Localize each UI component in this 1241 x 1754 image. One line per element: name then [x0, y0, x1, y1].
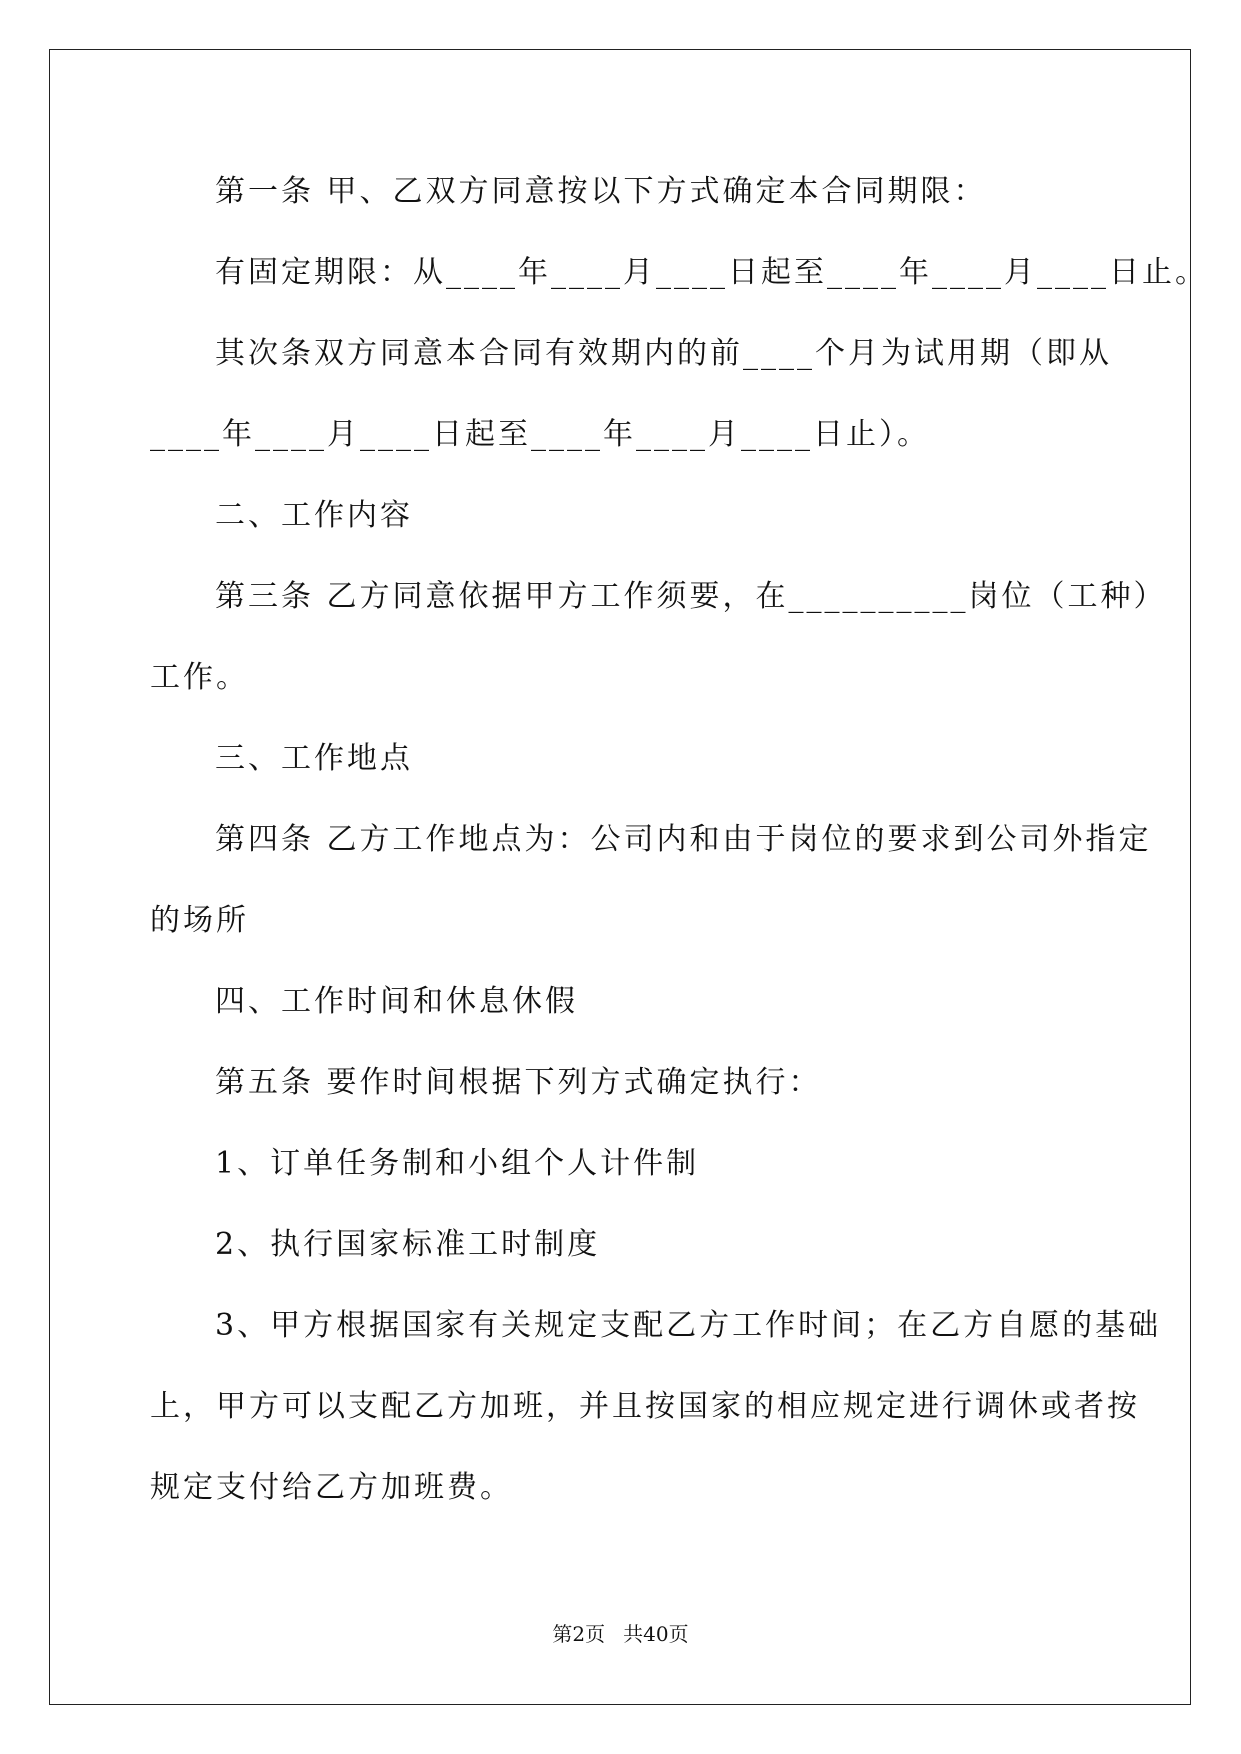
clause-1-term-line: 第一条 甲、乙双方同意按以下方式确定本合同期限：	[215, 174, 987, 209]
list-item-3-continuation: 上，甲方可以支配乙方加班，并且按国家的相应规定进行调休或者按	[150, 1389, 1140, 1424]
section-heading-working-hours: 四、工作时间和休息休假	[215, 984, 578, 1019]
clause-4-continuation: 的场所	[150, 903, 249, 938]
page-border	[49, 49, 1191, 1705]
list-item-3: 3、甲方根据国家有关规定支配乙方工作时间；在乙方自愿的基础	[215, 1308, 1162, 1343]
total-pages: 共40页	[623, 1622, 689, 1646]
list-item-2: 2、执行国家标准工时制度	[215, 1227, 601, 1262]
section-heading-work-content: 二、工作内容	[215, 498, 413, 533]
page-footer	[0, 1620, 1241, 1648]
clause-2-probation-line: 其次条双方同意本合同有效期内的前____个月为试用期（即从	[215, 336, 1112, 371]
clause-5-hours-line: 第五条 要作时间根据下列方式确定执行：	[215, 1065, 822, 1100]
clause-3-continuation: 工作。	[150, 660, 249, 695]
clause-3-position-line: 第三条 乙方同意依据甲方工作须要，在__________岗位（工种）	[215, 579, 1167, 614]
probation-dates-line: ____年____月____日起至____年____月____日止）。	[150, 417, 930, 452]
clause-4-location-line: 第四条 乙方工作地点为：公司内和由于岗位的要求到公司外指定	[215, 822, 1152, 857]
section-heading-work-location: 三、工作地点	[215, 741, 413, 776]
fixed-term-line: 有固定期限：从____年____月____日起至____年____月____日止。	[215, 255, 1208, 290]
current-page-number: 第2页	[552, 1622, 606, 1646]
list-item-3-continuation-2: 规定支付给乙方加班费。	[150, 1470, 513, 1505]
list-item-1: 1、订单任务制和小组个人计件制	[215, 1146, 700, 1181]
